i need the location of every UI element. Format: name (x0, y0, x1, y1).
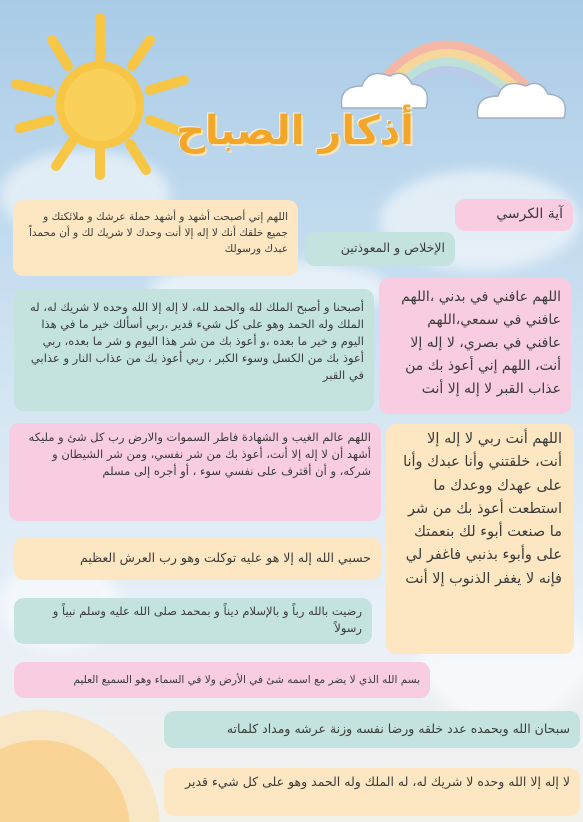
card-la-ilaha-illallah: لا إله إلا الله وحده لا شريك له، له الملك وله الحمد وهو على كل شيء قدير (164, 768, 580, 816)
card-bismillah: بسم الله الذي لا يضر مع اسمه شئ في الأرض ولا في السماء وهو السميع العليم (14, 662, 430, 698)
card-hasbiyallah: حسبي الله إله إلا هو عليه توكلت وهو رب العرش العظيم (14, 537, 381, 580)
card-sayyid-al-istighfar: اللهم أنت ربي لا إله إلا أنت، خلقتني وأنا عبدك وأنا على عهدك ووعدك ما استطعت أعوذ بك من شر ما صنعت أبوء لك بنعمتك على وأبوء بذنبي فاغفر لي فإنه لا يغفر الذنوب إلا أنت (386, 424, 574, 654)
card-allahumma-afini: اللهم عافني في بدني ،اللهم عافني في سمعي،اللهم عافني في بصري، لا إله إلا أنت، اللهم إني أعوذ بك من عذاب القبر لا إله إلا أنت (379, 278, 571, 414)
card-asbahtu: اللهم إني أصبحت أشهد و أشهد حملة عرشك و ملائكتك و جميع خلقك أنك لا إله إلا أنت وحدك لا شريك لك و أن محمداً عبدك ورسولك (13, 200, 298, 276)
page-title: أذكار الصباح (176, 108, 414, 154)
card-subhanallah: سبحان الله وبحمده عدد خلقه ورضا نفسه وزنة عرشه ومداد كلماته (164, 711, 580, 748)
card-ikhlas-muawwidhatayn: الإخلاص و المعوذتين (305, 232, 455, 266)
card-ayat-al-kursi: آية الكرسي (455, 199, 573, 231)
card-allahumma-alim: اللهم عالم الغيب و الشهادة فاطر السموات والارض رب كل شئ و مليكه أشهد أن لا إله إلا أنت، أعوذ بك من شر نفسي، ومن شر الشيطان و شركه، و أن أقترف على نفسي سوء ، أو أجره إلى مسلم (9, 423, 381, 521)
card-asbahna: أصبحنا و أصبح الملك لله والحمد لله، لا إله إلا الله وحده لا شريك له، له الملك وله الحمد وهو على كل شيء قدير ،ربي أسألك خير ما في هذا اليوم و خير ما بعده ،و أعوذ بك من شر هذا اليوم و شر ما بعده، ربي أعوذ بك من الكسل وسوء الكبر ، ربي أعوذ بك من عذاب النار و عذابي في القبر (14, 289, 374, 411)
bottom-sun-icon (0, 710, 160, 822)
card-radeetu: رضيت بالله رباً و بالإسلام ديناً و بمحمد صلى الله عليه وسلم نبياً و رسولاً (14, 598, 372, 644)
